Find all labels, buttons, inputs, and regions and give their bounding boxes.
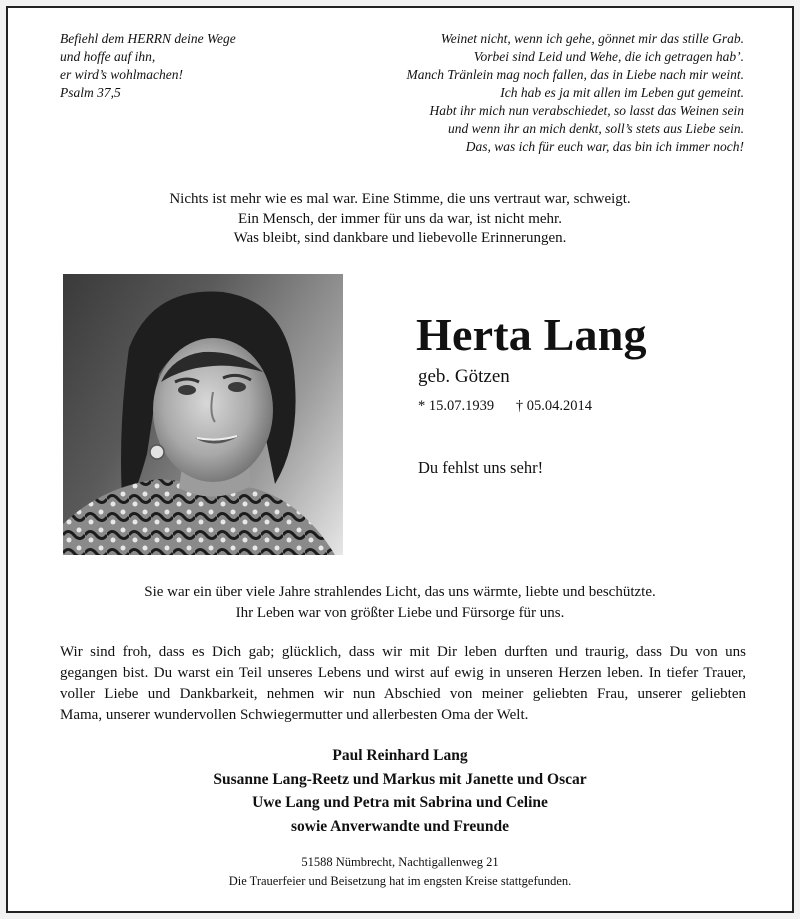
portrait-illustration [63, 274, 343, 555]
paragraph-line: Wir sind froh, dass es Dich gab; glücklich, dass wir mit Dir leben durften und traurig, dass Du von uns [60, 644, 746, 660]
life-dates [418, 399, 592, 414]
poem-line: Manch Tränlein mag noch fallen, das in Liebe nach mir weint. [406, 67, 744, 82]
portrait-photo [63, 274, 343, 555]
mourners-list [8, 744, 792, 838]
footer [8, 853, 792, 891]
poem-line: Ich hab es ja mit allen im Leben gut gemeint. [500, 85, 744, 100]
mourner-entry: Uwe Lang und Petra mit Sabrina und Celine [252, 794, 548, 811]
verse-left-line: Befiehl dem HERRN deine Wege [60, 31, 236, 46]
paragraph-line: Mama, unserer wundervollen Schwiegermutter und allerbesten Oma der Welt. [60, 707, 529, 723]
mourner-entry: Susanne Lang-Reetz und Markus mit Janette und Oscar [213, 770, 587, 788]
death-date: † 05.04.2014 [515, 398, 592, 414]
intro-text [8, 190, 792, 249]
bible-verse [60, 30, 236, 102]
mourner-entry: sowie Anverwandte und Freunde [290, 817, 510, 835]
poem-line: Vorbei sind Leid und Wehe, die ich getragen hab’. [473, 49, 744, 64]
poem-line: Habt ihr mich nun verabschiedet, so lasst das Weinen sein [429, 103, 744, 118]
intro-line: Ein Mensch, der immer für uns da war, ist nicht mehr. [238, 210, 562, 227]
farewell-message: Du fehlst uns sehr! [418, 458, 544, 477]
intro-line: Nichts ist mehr wie es mal war. Eine Stimme, die uns vertraut war, schweigt. [169, 191, 631, 207]
poem-line: Das, was ich für euch war, das bin ich immer noch! [465, 139, 744, 154]
paragraph-line: voller Liebe und Dankbarkeit, nehmen wir nun Abschied von meiner geliebten Frau, unserer geliebten [60, 686, 746, 702]
mourner-entry: Paul Reinhard Lang [332, 747, 468, 764]
tribute-text [8, 582, 792, 624]
paragraph-line: gegangen bist. Du warst ein Teil unseres Lebens und wirst auf ewig in unseren Herzen leben. In tiefer Trauer, [60, 665, 746, 681]
poem-line: und wenn ihr an mich denkt, soll’s stets aus Liebe sein. [448, 121, 744, 136]
intro-line: Was bleibt, sind dankbare und liebevolle Erinnerungen. [233, 230, 567, 246]
address: 51588 Nümbrecht, Nachtigallenweg 21 [301, 855, 499, 869]
tribute-line: Sie war ein über viele Jahre strahlendes Licht, das uns wärmte, liebte und beschützte. [144, 584, 656, 600]
verse-left-line: er wird’s wohlmachen! [60, 67, 183, 82]
poem-line: Weinet nicht, wenn ich gehe, gönnet mir das stille Grab. [440, 31, 744, 46]
verse-left-line: und hoffe auf ihn, [60, 49, 156, 64]
verse-reference: Psalm 37,5 [60, 85, 121, 100]
maiden-name: geb. Götzen [418, 366, 510, 387]
farewell-paragraph [60, 642, 746, 726]
birth-date: * 15.07.1939 [418, 398, 495, 414]
funeral-note: Die Trauerfeier und Beisetzung hat im engsten Kreise stattgefunden. [228, 874, 572, 888]
obituary-notice [6, 6, 794, 913]
tribute-line: Ihr Leben war von größter Liebe und Fürsorge für uns. [235, 605, 565, 621]
poem [407, 30, 744, 156]
deceased-name: Herta Lang [416, 309, 647, 360]
